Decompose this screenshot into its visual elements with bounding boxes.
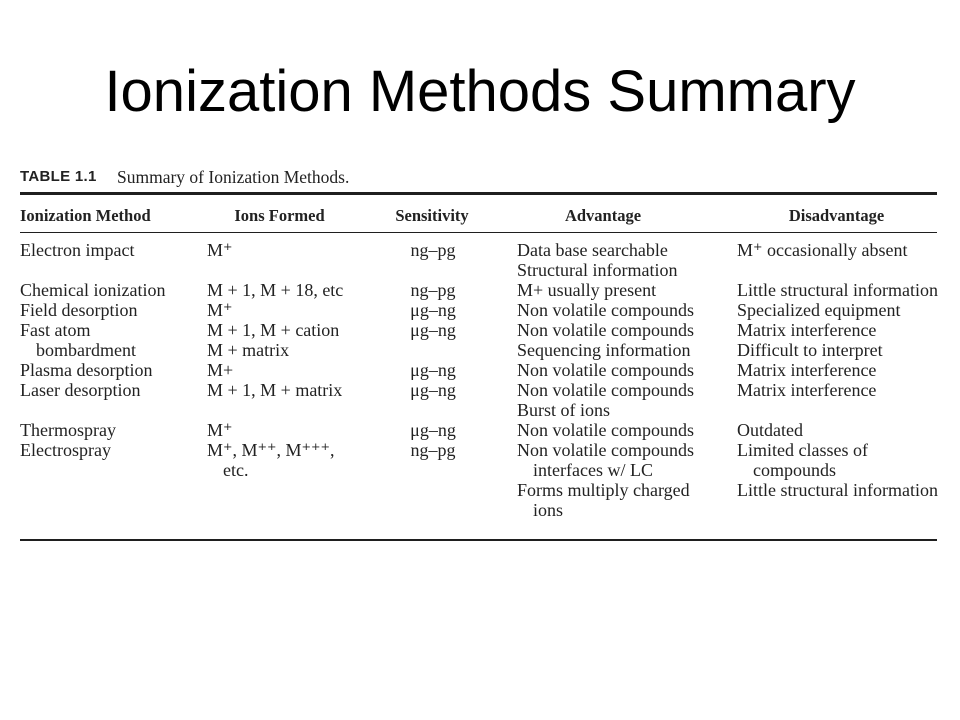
cell-entry — [207, 340, 383, 360]
cell-text-line: Matrix interference — [737, 360, 877, 380]
cell-ionization-method — [20, 240, 207, 280]
cell-entry — [383, 380, 483, 400]
cell-entry — [517, 300, 737, 320]
cell-text-line: Sequencing information — [517, 340, 691, 360]
cell-text-line: Little structural information — [737, 480, 938, 500]
cell-ionization-method — [20, 300, 207, 320]
cell-entry — [383, 300, 483, 320]
cell-entry — [207, 280, 383, 300]
cell-entry — [20, 440, 207, 460]
table-top-rule — [20, 192, 937, 195]
cell-text-line: μg–ng — [410, 380, 456, 400]
cell-text-line: M⁺ occasionally absent — [737, 240, 908, 260]
cell-text-line: Structural information — [517, 260, 678, 280]
cell-entry — [517, 480, 737, 520]
table-row-thermospray — [20, 420, 940, 440]
cell-advantage — [517, 240, 737, 280]
cell-entry — [20, 240, 207, 260]
cell-text-line: ng–pg — [410, 280, 456, 300]
cell-entry — [207, 380, 383, 400]
cell-entry — [517, 320, 737, 340]
cell-sensitivity — [383, 420, 517, 440]
cell-entry — [383, 420, 483, 440]
cell-advantage — [517, 280, 737, 300]
slide-title: Ionization Methods Summary — [104, 59, 856, 124]
table-number-label: TABLE 1.1 — [20, 168, 97, 185]
cell-text-line: ions — [533, 500, 564, 520]
table-row-laser-desorption — [20, 380, 940, 420]
cell-entry — [517, 380, 737, 400]
cell-sensitivity — [383, 320, 517, 360]
cell-text-line: M⁺ — [207, 300, 233, 320]
cell-text-line: Matrix interference — [737, 320, 877, 340]
cell-entry — [737, 340, 940, 360]
cell-text-line: Non volatile compounds — [517, 320, 694, 340]
cell-text-line: Thermospray — [20, 420, 116, 440]
table-row-fast-atom-bombardment — [20, 320, 940, 360]
cell-ions-formed — [207, 360, 383, 380]
cell-text-line: M+ — [207, 360, 234, 380]
cell-text-line: Electron impact — [20, 240, 135, 260]
cell-entry — [207, 360, 383, 380]
cell-text-line: Specialized equipment — [737, 300, 901, 320]
cell-text-line: M + matrix — [207, 340, 290, 360]
cell-entry — [517, 420, 737, 440]
cell-text-line: Burst of ions — [517, 400, 611, 420]
table-bottom-rule — [20, 539, 937, 541]
table-row-electrospray — [20, 440, 940, 520]
cell-sensitivity — [383, 380, 517, 420]
cell-disadvantage — [737, 360, 940, 380]
column-header-sensitivity: Sensitivity — [395, 206, 469, 225]
cell-advantage — [517, 380, 737, 420]
cell-advantage — [517, 440, 737, 520]
table-body — [20, 240, 940, 520]
column-header-disadvantage: Disadvantage — [788, 206, 885, 225]
cell-ions-formed — [207, 420, 383, 440]
column-header-ions-formed: Ions Formed — [234, 206, 325, 225]
cell-entry — [737, 320, 940, 340]
cell-ions-formed — [207, 280, 383, 300]
cell-ionization-method — [20, 360, 207, 380]
cell-sensitivity — [383, 300, 517, 320]
cell-text-line: μg–ng — [410, 420, 456, 440]
table-caption: Summary of Ionization Methods. — [117, 167, 350, 187]
table-header-rule — [20, 232, 937, 233]
cell-advantage — [517, 300, 737, 320]
cell-text-line: Chemical ionization — [20, 280, 166, 300]
cell-advantage — [517, 320, 737, 360]
cell-text-line: M⁺ — [207, 420, 233, 440]
cell-entry — [737, 360, 940, 380]
cell-entry — [207, 320, 383, 340]
cell-text-line: Matrix interference — [737, 380, 877, 400]
table-row-plasma-desorption — [20, 360, 940, 380]
cell-text-line: M + 1, M + cation — [207, 320, 340, 340]
cell-text-line: M+ usually present — [517, 280, 657, 300]
cell-entry — [737, 240, 940, 260]
cell-text-line: Difficult to interpret — [737, 340, 883, 360]
cell-entry — [383, 280, 483, 300]
cell-text-line: ng–pg — [410, 440, 456, 460]
cell-text-line: μg–ng — [410, 360, 456, 380]
cell-entry — [517, 260, 737, 280]
cell-text-line: Fast atom — [20, 320, 91, 340]
cell-entry — [20, 300, 207, 320]
cell-entry — [20, 380, 207, 400]
cell-entry — [383, 320, 483, 340]
cell-ionization-method — [20, 280, 207, 300]
cell-entry — [383, 440, 483, 460]
cell-entry — [517, 360, 737, 380]
cell-entry — [517, 240, 737, 260]
cell-text-line: μg–ng — [410, 300, 456, 320]
cell-text-line: Little structural information — [737, 280, 938, 300]
cell-entry — [737, 480, 940, 500]
cell-sensitivity — [383, 240, 517, 280]
cell-text-line: μg–ng — [410, 320, 456, 340]
cell-text-line: M⁺, M⁺⁺, M⁺⁺⁺, — [207, 440, 335, 460]
cell-entry — [737, 300, 940, 320]
cell-text-line: M⁺ — [207, 240, 233, 260]
cell-ions-formed — [207, 440, 383, 520]
cell-entry — [737, 440, 940, 480]
cell-ionization-method — [20, 420, 207, 440]
cell-disadvantage — [737, 380, 940, 420]
cell-text-line: compounds — [753, 460, 836, 480]
cell-text-line: bombardment — [36, 340, 136, 360]
cell-text-line: Non volatile compounds — [517, 380, 694, 400]
column-header-advantage: Advantage — [564, 206, 642, 225]
table-row-electron-impact — [20, 240, 940, 280]
cell-entry — [517, 280, 737, 300]
column-header-ionization-method: Ionization Method — [20, 206, 151, 225]
cell-entry — [207, 300, 383, 320]
cell-entry — [737, 420, 940, 440]
table-row-field-desorption — [20, 300, 940, 320]
cell-sensitivity — [383, 440, 517, 520]
cell-entry — [517, 440, 737, 480]
cell-ions-formed — [207, 300, 383, 320]
cell-sensitivity — [383, 280, 517, 300]
cell-entry — [20, 360, 207, 380]
cell-text-line: Data base searchable — [517, 240, 668, 260]
cell-text-line: M + 1, M + matrix — [207, 380, 343, 400]
cell-disadvantage — [737, 440, 940, 520]
cell-entry — [207, 420, 383, 440]
cell-text-line: Electrospray — [20, 440, 111, 460]
cell-disadvantage — [737, 300, 940, 320]
cell-entry — [737, 280, 940, 300]
cell-text-line: Plasma desorption — [20, 360, 153, 380]
cell-text-line: Non volatile compounds — [517, 440, 694, 460]
cell-disadvantage — [737, 420, 940, 440]
cell-text-line: interfaces w/ LC — [533, 460, 653, 480]
cell-entry — [207, 440, 383, 480]
cell-text-line: Laser desorption — [20, 380, 141, 400]
cell-ions-formed — [207, 380, 383, 420]
cell-disadvantage — [737, 320, 940, 360]
cell-text-line: Field desorption — [20, 300, 138, 320]
cell-ionization-method — [20, 440, 207, 520]
cell-ions-formed — [207, 240, 383, 280]
cell-entry — [20, 320, 207, 360]
cell-advantage — [517, 360, 737, 380]
cell-entry — [20, 420, 207, 440]
cell-text-line: Limited classes of — [737, 440, 868, 460]
cell-sensitivity — [383, 360, 517, 380]
cell-ionization-method — [20, 380, 207, 420]
cell-ionization-method — [20, 320, 207, 360]
cell-disadvantage — [737, 240, 940, 280]
cell-text-line: Non volatile compounds — [517, 420, 694, 440]
cell-entry — [383, 360, 483, 380]
cell-text-line: M + 1, M + 18, etc — [207, 280, 344, 300]
cell-disadvantage — [737, 280, 940, 300]
cell-text-line: ng–pg — [410, 240, 456, 260]
table-row-chemical-ionization — [20, 280, 940, 300]
cell-text-line: Non volatile compounds — [517, 360, 694, 380]
cell-advantage — [517, 420, 737, 440]
cell-text-line: Non volatile compounds — [517, 300, 694, 320]
cell-ions-formed — [207, 320, 383, 360]
cell-entry — [517, 340, 737, 360]
cell-text-line: etc. — [223, 460, 249, 480]
cell-entry — [737, 380, 940, 400]
cell-text-line: Outdated — [737, 420, 803, 440]
cell-entry — [383, 240, 483, 260]
cell-text-line: Forms multiply charged — [517, 480, 690, 500]
cell-entry — [20, 280, 207, 300]
cell-entry — [207, 240, 383, 260]
cell-entry — [517, 400, 737, 420]
